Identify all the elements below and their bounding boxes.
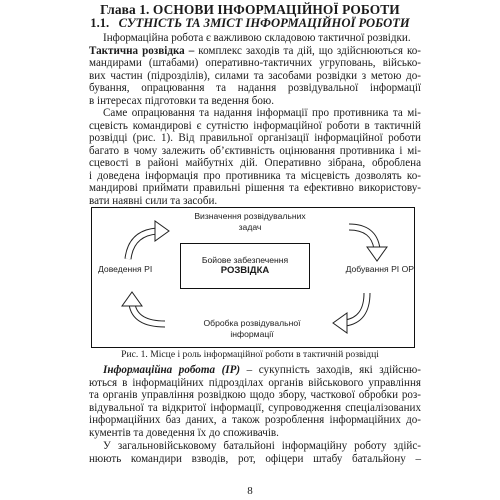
- paragraph-4: [89, 440, 421, 465]
- text-line-rest: комплекс заходів та дій, що здійснюються ко-: [198, 44, 422, 57]
- figure-label-top: Визначення розвідувальних задач: [194, 211, 306, 232]
- figure-caption: Рис. 1. Місце і роль інформаційної роботи в тактичній розвідці: [121, 349, 379, 360]
- text-line: в інтересах підготовки та ведення бою.: [89, 94, 274, 107]
- text-line: та органів управління розвідкою щодо збору, часткової обробки роз-: [89, 389, 421, 401]
- text-line: [89, 364, 421, 377]
- center-box: [180, 243, 310, 289]
- text-line: мандирами (штабами) оперативно-тактичних угруповань, військо-: [89, 57, 421, 69]
- center-box-line1: Бойове забезпечення: [201, 255, 289, 265]
- paragraph-3: [89, 364, 421, 439]
- text-line: інформаційних баз даних, а також розроблення інформаційних до-: [89, 414, 421, 426]
- arrowhead-top-left-icon: [155, 221, 169, 241]
- term-information-work: Інформаційна робота (ІР): [103, 364, 241, 376]
- text-line: кументів та доведення їх до споживачів.: [89, 426, 279, 439]
- text-line: сцевості в районі майбутніх дій. Оперативно зібрана, оброблена: [89, 157, 421, 169]
- arrowhead-bottom-left-icon: [122, 292, 142, 306]
- figure-label-bottom: Обробка розвідувальної інформації: [203, 318, 301, 339]
- arrowhead-top-right-icon: [367, 247, 387, 261]
- page-number: 8: [247, 485, 253, 497]
- text-line: відувальної та відкритої інформації, супроводження спеціалізованих: [89, 401, 421, 414]
- text-line: вати наявні сили та засоби.: [89, 194, 218, 207]
- text-line: сцевість командирові є сутністю інформаційної роботи в тактичній: [89, 119, 421, 132]
- paragraph-2: [89, 107, 421, 207]
- text-line: Інформаційна робота є важливою складовою тактичної розвідки.: [103, 32, 411, 44]
- text-line: вих частин (підрозділів), силами та засобами розвідки з метою до-: [89, 69, 421, 82]
- text-line: багато в чому залежить об’єктивність оцінювання противника і мі-: [89, 144, 421, 157]
- figure-label-left: Доведення РІ: [98, 264, 153, 274]
- text-line: нюють командири взводів, рот, офіцери штабу батальйону –: [89, 452, 421, 465]
- figure-label-right: Добування РІ ОР: [345, 264, 414, 274]
- center-box-line2: РОЗВІДКА: [220, 265, 270, 276]
- text-line: і доведена інформація про противника та місцевість дозволять ко-: [89, 169, 421, 182]
- section-heading-text: СУТНІСТЬ ТА ЗМІСТ ІНФОРМАЦІЙНОЇ РОБОТИ: [118, 16, 410, 30]
- text-line: мандирові приймати правильні рішення та ефективно використову-: [89, 182, 421, 194]
- text-line: бування, опрацювання та надання розвідувальної інформації: [89, 82, 421, 94]
- text-line: ються в інформаційних підрозділах органів військового управління: [89, 376, 421, 389]
- term-tactical-reconnaissance: Тактична розвідка –: [89, 44, 195, 57]
- paragraph-1: [89, 32, 421, 107]
- section-number: 1.1.: [90, 16, 110, 30]
- arrowhead-bottom-right-icon: [333, 313, 347, 333]
- text-line: Саме опрацювання та надання інформації про противника та мі-: [103, 107, 421, 119]
- text-line-rest: – сукупність заходів, які здійсню-: [246, 364, 422, 376]
- section-title: [0, 16, 500, 30]
- text-line: розвідці (рис. 1). Від правильної організації інформаційної роботи: [89, 132, 421, 144]
- text-line: [89, 45, 421, 58]
- chapter-title: Глава 1. ОСНОВИ ІНФОРМАЦІЙНОЇ РОБОТИ: [100, 2, 400, 17]
- text-line: У загальновійськовому батальйоні інформаційну роботу здійс-: [103, 440, 421, 452]
